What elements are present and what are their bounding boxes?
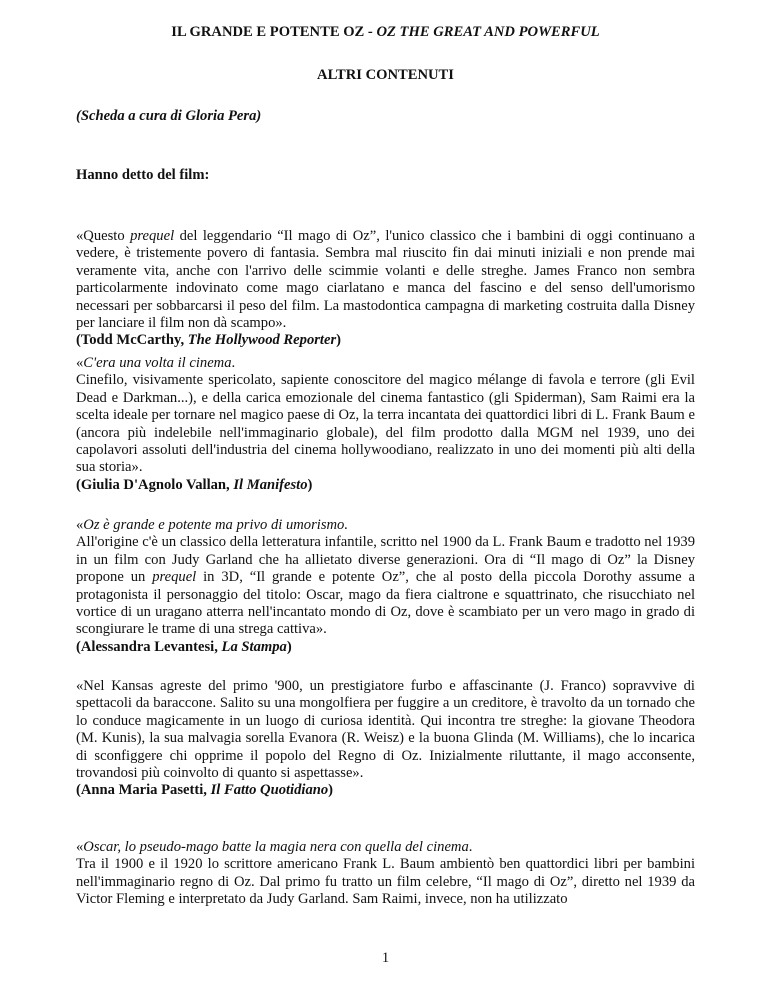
title-plain: IL GRANDE E POTENTE OZ - — [171, 24, 377, 40]
document-title — [76, 24, 695, 41]
review-headline: «Oscar, lo pseudo-mago batte la magia nera con quella del cinema. — [76, 839, 473, 855]
review-headline: «Oz è grande e potente ma privo di umorismo. — [76, 517, 348, 533]
review-text: All'origine c'è un classico della letteratura infantile, scritto nel 1900 da L. Frank Baum e tradotto nel 1939 in un film con Judy Garland che ha allietato diverse generazioni. Ora di “Il mago di Oz” la Disney propone un prequel in 3D, “Il grande e potente Oz”, che al posto della piccola Dorothy assume a protagonista il personaggio del titolo: Oscar, mago da fiera cialtrone e squattrinato, che risucchiato nel vortice di un uragano atterra nell'incantato mondo di Oz, dove è scambiato per un vero mago in grado di scongiurare le trame di una strega cattiva». — [76, 534, 695, 638]
review-source: (Anna Maria Pasetti, Il Fatto Quotidiano) — [76, 782, 334, 799]
section-heading: Hanno detto del film: — [76, 167, 210, 183]
review-text: «Questo prequel del leggendario “Il mago di Oz”, l'unico classico che i bambini di oggi continuano a vedere, è tristemente povero di fantasia. Sembra mal riuscito fin dai minuti iniziali e non prende mai veramente vita, anche con l'arrivo delle scimmie volanti e delle streghe. James Franco non sembra particolarmente indovinato come mago ciarlatano e manca del fascino e del senso dell'umorismo necessari per sobbarcarsi il peso del film. La mastodontica campagna di marketing costruita dalla Disney per lanciare il film non dà scampo». — [76, 228, 695, 332]
review-block — [76, 678, 695, 800]
review-text: Tra il 1900 e il 1920 lo scrittore americano Frank L. Baum ambientò ben quattordici libri per bambini nell'immaginario regno di Oz. Dal primo fu tratto un film celebre, “Il mago di Oz”, diretto nel 1939 da Victor Fleming e interpretato da Judy Garland. Sam Raimi, invece, non ha utilizzato — [76, 856, 695, 908]
review-source: (Todd McCarthy, The Hollywood Reporter) — [76, 332, 342, 349]
review-block — [76, 839, 695, 919]
document-subtitle: ALTRI CONTENUTI — [317, 67, 454, 83]
review-text: «Nel Kansas agreste del primo '900, un prestigiatore furbo e affascinante (J. Franco) sopravvive di spettacoli da baraccone. Salito su una mongolfiera per fuggire a un creditore, è travolto da un tornado che lo conduce magicamente in un luogo di curiosa identità. Qui incontra tre streghe: la giovane Theodora (M. Kunis), la sua malvagia sorella Evanora (R. Weisz) e la buona Glinda (M. Williams), che lo incarica di sconfiggere chi opprime il popolo del Regno di Oz. Inizialmente riluttante, il mago acconsente, trovandosi più coinvolto di quanto si aspettasse». — [76, 678, 695, 782]
title-italic: OZ THE GREAT AND POWERFUL — [376, 24, 600, 40]
review-headline: «C'era una volta il cinema. — [76, 355, 236, 371]
review-source: (Alessandra Levantesi, La Stampa) — [76, 638, 292, 655]
review-block — [76, 355, 695, 494]
review-source: (Giulia D'Agnolo Vallan, Il Manifesto) — [76, 476, 313, 493]
review-text: Cinefilo, visivamente spericolato, sapiente conoscitore del magico mélange di favola e terrore (gli Evil Dead e Darkman...), e della carica emozionale del cinema fantastico (gli Spiderman), Sam Raimi era la scelta ideale per tornare nel magico paese di Oz, la terra incantata dei quattordici libri di L. Frank Baum e (ancora più indelebile nell'immaginario globale), del film prodotto dalla MGM nel 1939, uno dei capolavori assoluti dell'industria del cinema hollywoodiano, realizzato in uno dei momenti più alti della sua storia». — [76, 372, 695, 476]
page-number: 1 — [381, 950, 390, 966]
credit-line: (Scheda a cura di Gloria Pera) — [76, 108, 262, 124]
review-block — [76, 517, 695, 656]
review-block — [76, 228, 695, 350]
